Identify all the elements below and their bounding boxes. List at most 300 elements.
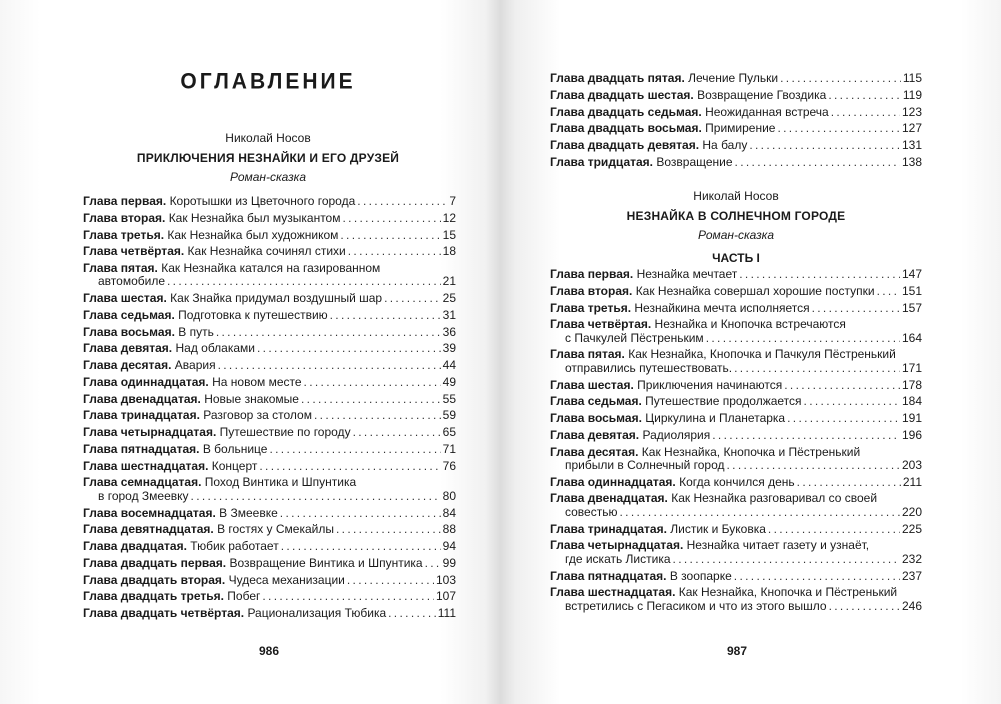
page-ref: 31 [442,307,456,322]
dot-leader [348,245,441,258]
chapter-label: Глава девятая. [550,427,640,442]
entry-line [83,590,456,603]
chapter-label: Глава семнадцатая. [83,475,202,490]
entry-line-2 [550,600,922,613]
chapter-title: Побег [227,589,261,604]
dot-leader [340,229,440,242]
chapter-title: Как Незнайка совершал хорошие поступки [635,283,875,298]
entry-line [550,106,922,119]
entry-line-1 [83,476,456,489]
dot-leader [768,523,900,536]
chapter-title: Как Незнайка катался на газированном [161,261,381,275]
chapter-title: Возвращение Гвоздика [697,87,827,102]
page-ref: 80 [442,488,456,503]
chapter-label: Глава двадцать девятая. [550,138,700,152]
chapter-label: Глава девятая. [83,341,173,356]
dot-leader [281,540,441,553]
dot-leader [706,332,900,345]
dot-leader [304,376,441,389]
chapter-label: Глава четырнадцатая. [550,538,684,553]
chapter-title: Подготовка к путешествию [178,307,328,322]
chapter-label: Глава тринадцатая. [550,521,667,536]
entry-text [83,292,382,305]
author-name: Николай Носов [693,189,779,203]
page-ref: 147 [901,267,922,281]
page-ref: 15 [442,227,456,242]
chapter-title: Как Знайка придумал воздушный шар [170,291,383,306]
dot-leader [727,459,900,472]
chapter-label: Глава восемнадцатая. [83,505,216,520]
toc-entry [550,318,922,345]
page-ref: 25 [442,291,456,306]
chapter-title: На новом месте [212,374,302,389]
entry-line-1 [550,348,922,361]
toc-entry [550,395,922,408]
entry-line [83,523,456,536]
entry-line [83,393,456,406]
chapter-title: В больнице [202,441,268,456]
entry-line [550,156,922,169]
chapter-title: В гостях у Смекайлы [217,522,334,537]
chapter-title: Над облаками [175,341,255,356]
chapter-title: Лечение Пульки [688,71,779,85]
entry-line-1 [550,586,922,599]
chapter-title: Разговор за столом [203,408,312,423]
chapter-label: Глава четвёртая. [550,317,652,332]
page-number-right: 987 [726,644,748,658]
toc-entry [550,476,922,489]
entry-line [83,292,456,305]
entry-text [83,342,255,355]
entry-text [550,395,802,408]
entry-line-2 [550,332,922,345]
chapter-label: Глава одиннадцатая. [83,374,209,389]
entry-line [550,89,922,102]
page-ref: 44 [442,358,456,373]
entry-line [83,574,456,587]
entry-text [83,409,312,422]
toc-list-right [550,268,922,616]
page-ref: 59 [442,408,456,423]
entry-line [550,476,922,489]
chapter-title: Рационализация Тюбика [247,606,387,621]
page-ref: 131 [901,138,922,152]
dot-leader [218,359,441,372]
dot-leader [619,506,899,519]
entry-line [83,376,456,389]
page-ref: 237 [901,568,922,583]
page-ref: 196 [901,427,922,442]
dot-leader [749,139,900,152]
page-ref: 107 [435,589,456,604]
dot-leader [734,570,900,583]
entry-text [550,285,875,298]
page-ref: 18 [442,244,456,259]
entry-text [83,607,386,620]
entry-text [550,302,810,315]
chapter-label: Глава третья. [550,300,632,315]
entry-line-1 [550,539,922,552]
page-ref: 246 [901,598,922,613]
toc-entry [550,89,922,102]
entry-line [83,309,456,322]
chapter-label: Глава вторая. [83,210,166,225]
author-name: Николай Носов [225,131,311,145]
entry-line [550,412,922,425]
toc-list-left [83,195,456,624]
entry-line [83,212,456,225]
chapter-title: Чудеса механизации [228,572,345,587]
chapter-label: Глава девятнадцатая. [83,522,214,537]
entry-text [83,393,299,406]
chapter-label: Глава двадцать вторая. [83,572,226,587]
dot-leader [347,574,434,587]
dot-leader [797,476,901,489]
entry-text [550,106,829,119]
chapter-title: В Змеевке [219,505,278,520]
toc-entry [83,557,456,570]
chapter-label: Глава вторая. [550,283,633,298]
chapter-title: Путешествие по городу [219,425,351,440]
toc-entry [550,412,922,425]
chapter-label: Глава пятнадцатая. [550,568,667,583]
entry-line [550,122,922,135]
page-ref: 178 [901,377,922,392]
entry-text [550,412,785,425]
page-ref: 84 [442,505,456,520]
entry-line-2 [550,459,922,472]
part-heading: ЧАСТЬ I [712,251,760,265]
page-ref: 220 [901,504,922,519]
page-ref: 115 [902,71,922,85]
book-subtitle: Роман-сказка [229,170,307,184]
chapter-label: Глава двадцать пятая. [550,71,685,85]
toc-entry [83,540,456,553]
entry-line [83,245,456,258]
page-ref: 157 [901,300,922,315]
toc-entry [550,446,922,473]
chapter-title: Возвращение [656,154,733,169]
chapter-label: Глава пятая. [83,261,158,275]
dot-leader [831,106,900,119]
entry-text [83,229,338,242]
book-subtitle: Роман-сказка [697,228,775,242]
toc-entry [83,409,456,422]
entry-text [83,359,216,372]
toc-entry [550,586,922,613]
dot-leader [336,523,441,536]
page-ref: 111 [437,606,456,621]
page-ref: 127 [901,121,922,136]
entry-text [550,429,710,442]
toc-entry [83,262,456,289]
entry-line [83,443,456,456]
entry-text [83,540,279,553]
chapter-title: Как Незнайка сочинял стихи [187,244,346,259]
entry-text [83,326,214,339]
chapter-title: Приключения начинаются [637,377,783,392]
dot-leader [829,600,900,613]
entry-line [550,570,922,583]
chapter-title: Незнайка читает газету и узнаёт, [686,538,870,553]
toc-entry [83,245,456,258]
chapter-title: Как Незнайка, Кнопочка и Пачкуля Пёстренький [628,347,896,362]
chapter-label: Глава шестая. [550,377,634,392]
toc-entry [83,590,456,603]
dot-leader [780,72,901,85]
page-ref: 184 [901,394,922,409]
entry-text [550,89,826,102]
chapter-title: Новые знакомые [204,391,299,406]
dot-leader [314,409,441,422]
chapter-title: Незнайка мечтает [636,267,738,281]
chapter-title-continued: с Пачкулей Пёстреньким [565,330,704,345]
entry-line-2 [550,506,922,519]
dot-leader [784,379,900,392]
chapter-title: В путь [178,324,214,339]
toc-entry [550,122,922,135]
entry-text [83,557,423,570]
chapter-title: Возвращение Винтика и Шпунтика [229,555,423,570]
chapter-label: Глава первая. [550,267,634,281]
chapter-title: Авария [174,358,216,373]
dot-leader [804,395,900,408]
chapter-label: Глава четвёртая. [83,244,185,259]
toc-entry [550,106,922,119]
page-ref: 7 [449,194,456,208]
page-ref: 39 [442,341,456,356]
dot-leader [712,429,900,442]
toc-entry [550,72,922,85]
toc-entry [550,139,922,152]
chapter-title-continued: встретились с Пегасиком и что из этого вышло [565,598,827,613]
toc-entry [550,268,922,281]
entry-line-2 [83,275,456,288]
page-ref: 171 [901,360,922,375]
chapter-label: Глава шестая. [83,291,167,306]
dot-leader [812,302,900,315]
page-ref: 55 [442,391,456,406]
page-ref: 12 [442,210,456,225]
chapter-label: Глава двенадцатая. [83,391,201,406]
entry-line-1 [550,318,922,331]
chapter-title-continued: где искать Листика [565,551,671,566]
entry-text [83,245,346,258]
dot-leader [280,507,441,520]
chapter-label: Глава третья. [83,227,165,242]
chapter-label: Глава пятая. [550,347,625,362]
chapter-title: Как Незнайка был музыкантом [168,210,341,225]
toc-entry [83,212,456,225]
entry-line [83,326,456,339]
entry-line [83,460,456,473]
page-ref: 203 [901,457,922,472]
entry-line [83,426,456,439]
entry-text [550,156,733,169]
page-ref: 232 [901,551,922,566]
chapter-title: Поход Винтика и Шпунтика [204,475,357,490]
page-ref: 99 [442,555,456,570]
entry-text [550,476,795,489]
book-title: НЕЗНАЙКА В СОЛНЕЧНОМ ГОРОДЕ [626,209,846,223]
chapter-label: Глава шестнадцатая. [550,585,676,600]
entry-text [83,443,267,456]
entry-text [83,426,351,439]
dot-leader [828,89,901,102]
page-ref: 21 [442,274,456,289]
toc-entry [83,574,456,587]
chapter-label: Глава двадцатая. [83,539,187,554]
chapter-label: Глава восьмая. [550,411,642,426]
page-ref: 211 [902,474,922,489]
entry-line-2 [550,362,922,375]
chapter-title: Как Незнайка, Кнопочка и Пёстренький [678,585,898,600]
chapter-label: Глава седьмая. [550,394,642,409]
entry-line [83,540,456,553]
toc-entry [550,302,922,315]
entry-line [83,195,456,208]
chapter-label: Глава десятая. [83,358,172,373]
dot-leader [301,393,441,406]
toc-entry [83,523,456,536]
page-ref: 65 [442,425,456,440]
entry-line [83,507,456,520]
toc-entry [550,379,922,392]
page-ref: 138 [901,154,922,169]
page-ref: 103 [435,572,456,587]
dot-leader [342,212,440,225]
dot-leader [787,412,900,425]
toc-entry [550,492,922,519]
dot-leader [777,122,900,135]
entry-text [83,590,260,603]
chapter-title: Примирение [705,121,776,136]
chapter-title: Концерт [211,458,258,473]
entry-text [83,212,340,225]
chapter-label: Глава тридцатая. [550,154,654,169]
dot-leader [353,426,441,439]
toc-entry [83,393,456,406]
chapter-label: Глава восьмая. [83,324,175,339]
dot-leader [877,285,900,298]
chapter-title: Листик и Буковка [670,521,766,536]
entry-line [550,302,922,315]
chapter-title: Незнайка и Кнопочка встречаются [654,317,846,332]
dot-leader [734,362,900,375]
chapter-label: Глава пятнадцатая. [83,441,200,456]
dot-leader [330,309,441,322]
chapter-label: Глава двадцать восьмая. [550,121,702,136]
dot-leader [735,156,900,169]
entry-line [550,268,922,281]
page-ref: 225 [901,521,922,536]
entry-line [550,395,922,408]
chapter-title: Циркулина и Планетарка [645,411,786,426]
toc-entry [83,443,456,456]
dot-leader [425,557,441,570]
toc-entry [83,359,456,372]
dot-leader [216,326,441,339]
page-ref: 36 [442,324,456,339]
page-ref: 164 [901,330,922,345]
chapter-label: Глава тринадцатая. [83,408,200,423]
chapter-label: Глава седьмая. [83,307,175,322]
chapter-label: Глава двадцать первая. [83,555,227,570]
toc-entry [550,156,922,169]
toc-entry [550,570,922,583]
chapter-title: Как Незнайка был художником [167,227,339,242]
page-ref: 49 [442,374,456,389]
entry-text [550,379,782,392]
chapter-title: Путешествие продолжается [645,394,802,409]
dot-leader [739,268,900,281]
page-number-left: 986 [258,644,280,658]
page-ref: 71 [442,441,456,456]
dot-leader [257,342,441,355]
chapter-label: Глава двенадцатая. [550,491,668,506]
toc-list-right-continued [550,72,922,173]
dot-leader [191,490,441,503]
entry-line [550,523,922,536]
dot-leader [388,607,436,620]
entry-text [83,574,345,587]
chapter-title-continued: автомобиле [98,274,165,289]
toc-entry [83,376,456,389]
entry-line [83,229,456,242]
chapter-label: Глава четырнадцатая. [83,425,217,440]
toc-heading: ОГЛАВЛЕНИЕ [180,69,356,94]
entry-line [83,607,456,620]
entry-line-2 [550,553,922,566]
chapter-label: Глава одиннадцатая. [550,474,676,489]
chapter-label: Глава двадцать четвёртая. [83,606,245,621]
toc-entry [83,342,456,355]
chapter-title: Тюбик работает [190,539,279,554]
entry-text [83,460,257,473]
chapter-label: Глава десятая. [550,444,639,459]
entry-text [550,122,775,135]
entry-text [550,72,778,85]
chapter-title: Незнайкина мечта исполняется [634,300,810,315]
entry-line [550,379,922,392]
chapter-label: Глава двадцать третья. [83,589,224,604]
toc-entry [83,195,456,208]
toc-entry [83,229,456,242]
dot-leader [269,443,440,456]
entry-line [83,359,456,372]
page-ref: 123 [901,104,922,119]
chapter-title: Коротышки из Цветочного города [169,194,356,208]
chapter-title-continued: совестью [565,504,618,519]
entry-line [83,557,456,570]
toc-entry [83,292,456,305]
entry-text [83,507,278,520]
toc-entry [83,426,456,439]
toc-entry [83,476,456,503]
dot-leader [357,195,447,208]
page-ref: 88 [442,522,456,537]
toc-entry [550,285,922,298]
page-ref: 76 [442,458,456,473]
entry-text [83,523,334,536]
toc-entry [550,523,922,536]
chapter-title: Как Незнайка разговаривал со своей [671,491,878,506]
toc-entry [550,429,922,442]
chapter-title-continued: отправились путешествовать. [565,360,733,375]
entry-line-1 [83,262,456,275]
chapter-title: Когда кончился день [679,474,795,489]
dot-leader [673,553,900,566]
